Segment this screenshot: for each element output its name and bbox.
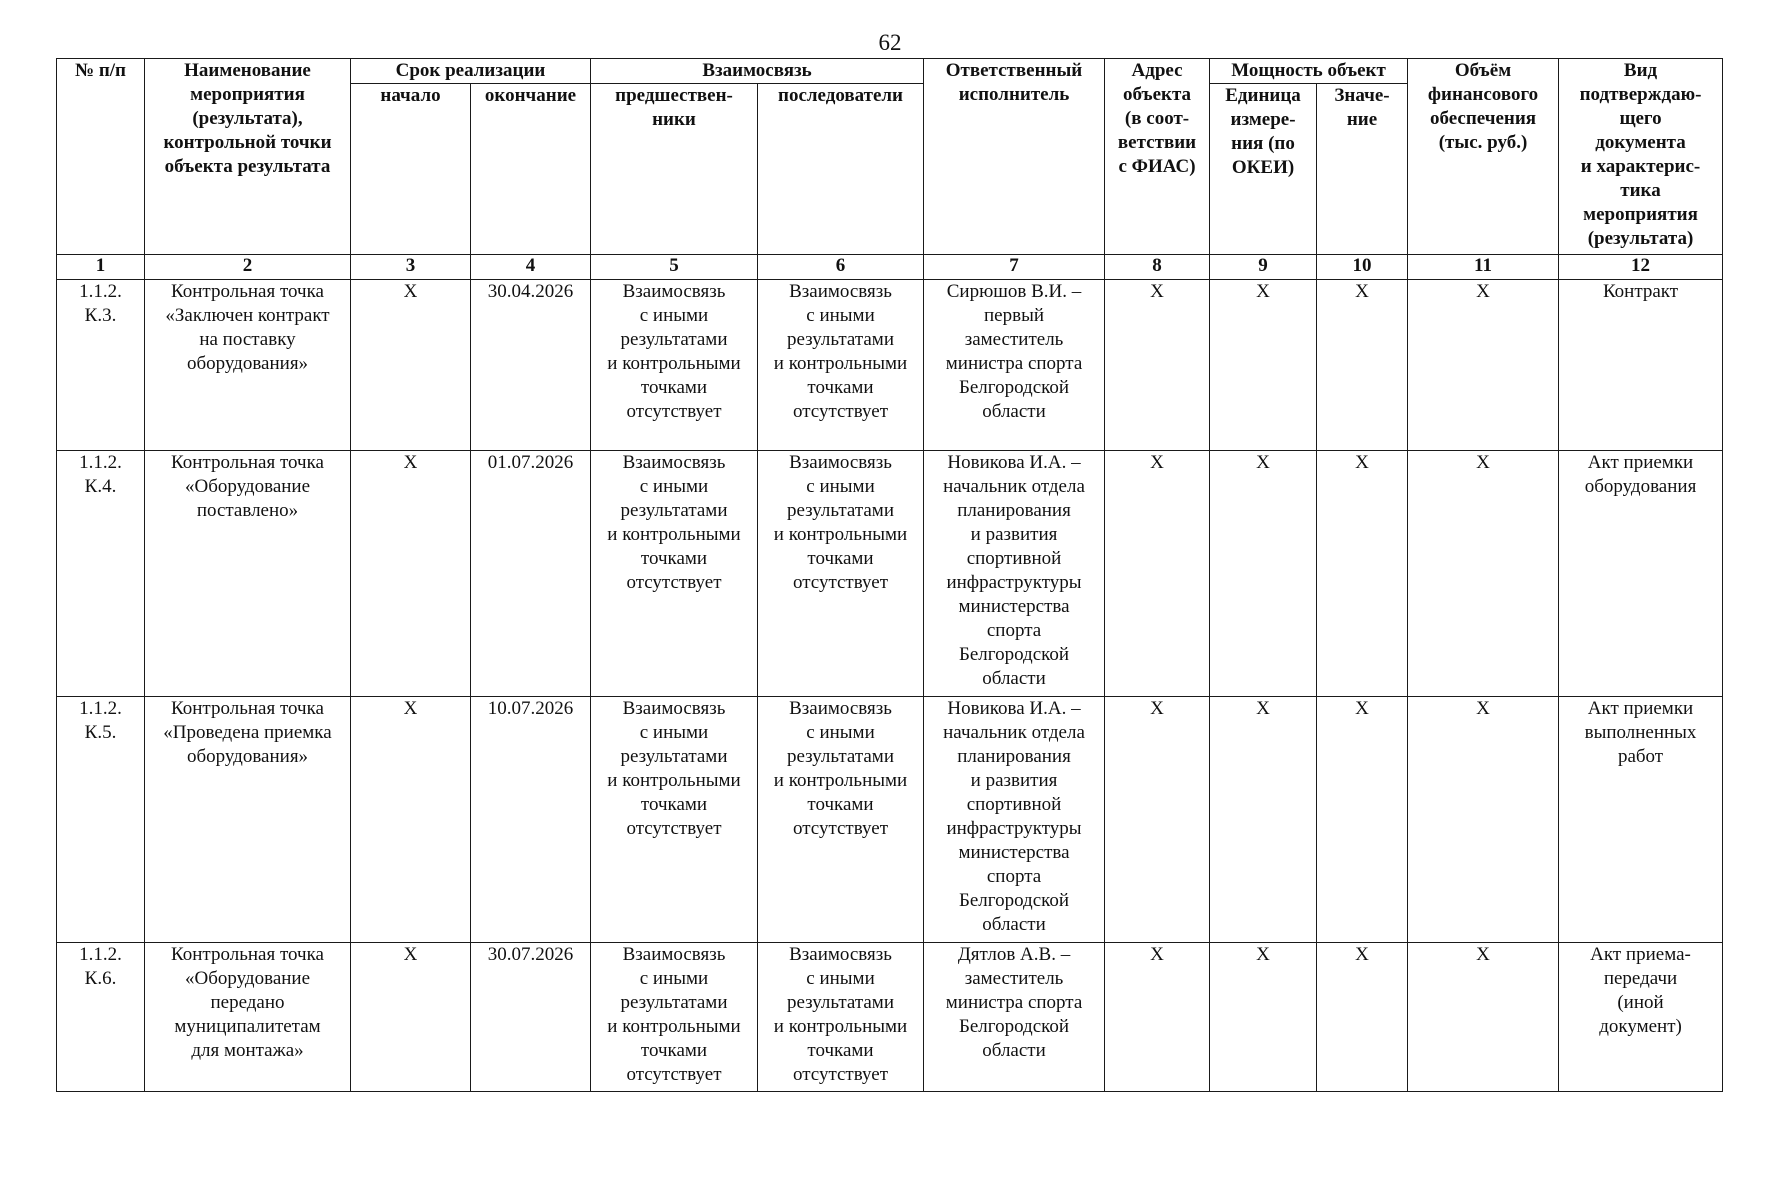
header-finance: Объём финансового обеспечения (тыс. руб.) bbox=[1408, 59, 1559, 255]
row-address: Х bbox=[1105, 280, 1210, 451]
row-predecessors: Взаимосвязь с иными результатами и контрольными точками отсутствует bbox=[591, 280, 758, 451]
header-row-top bbox=[57, 59, 1723, 84]
table-row bbox=[57, 697, 1723, 943]
row-num: 1.1.2. К.3. bbox=[57, 280, 145, 451]
row-end: 01.07.2026 bbox=[471, 451, 591, 697]
row-address: Х bbox=[1105, 943, 1210, 1092]
header-period-end: окончание bbox=[471, 84, 591, 255]
header-capacity: Мощность объект bbox=[1210, 59, 1408, 84]
column-number: 2 bbox=[145, 255, 351, 280]
row-address: Х bbox=[1105, 451, 1210, 697]
row-name: Контрольная точка «Заключен контракт на поставку оборудования» bbox=[145, 280, 351, 451]
header-name: Наименование мероприятия (результата), контрольной точки объекта результата bbox=[145, 59, 351, 255]
row-start: Х bbox=[351, 943, 471, 1092]
row-end: 30.07.2026 bbox=[471, 943, 591, 1092]
row-start: Х bbox=[351, 451, 471, 697]
row-document: Акт приемки выполненных работ bbox=[1559, 697, 1723, 943]
column-number-row bbox=[57, 255, 1723, 280]
table-row bbox=[57, 451, 1723, 697]
header-predecessors: предшествен- ники bbox=[591, 84, 758, 255]
header-address: Адрес объекта (в соот- ветствии с ФИАС) bbox=[1105, 59, 1210, 255]
row-predecessors: Взаимосвязь с иными результатами и контрольными точками отсутствует bbox=[591, 697, 758, 943]
column-number: 11 bbox=[1408, 255, 1559, 280]
header-unit: Единица измере- ния (по ОКЕИ) bbox=[1210, 84, 1317, 255]
row-name: Контрольная точка «Проведена приемка оборудования» bbox=[145, 697, 351, 943]
row-successors: Взаимосвязь с иными результатами и контрольными точками отсутствует bbox=[758, 451, 924, 697]
column-number: 3 bbox=[351, 255, 471, 280]
row-document: Акт приема- передачи (иной документ) bbox=[1559, 943, 1723, 1092]
header-period-start: начало bbox=[351, 84, 471, 255]
header-successors: последователи bbox=[758, 84, 924, 255]
row-name: Контрольная точка «Оборудование поставлено» bbox=[145, 451, 351, 697]
column-number: 1 bbox=[57, 255, 145, 280]
column-number: 5 bbox=[591, 255, 758, 280]
row-finance: Х bbox=[1408, 451, 1559, 697]
row-successors: Взаимосвязь с иными результатами и контрольными точками отсутствует bbox=[758, 697, 924, 943]
header-document: Вид подтверждаю- щего документа и характерис- тика мероприятия (результата) bbox=[1559, 59, 1723, 255]
row-document: Контракт bbox=[1559, 280, 1723, 451]
row-unit: Х bbox=[1210, 451, 1317, 697]
table-row bbox=[57, 280, 1723, 451]
row-document: Акт приемки оборудования bbox=[1559, 451, 1723, 697]
row-address: Х bbox=[1105, 697, 1210, 943]
row-successors: Взаимосвязь с иными результатами и контрольными точками отсутствует bbox=[758, 943, 924, 1092]
row-finance: Х bbox=[1408, 280, 1559, 451]
table-row bbox=[57, 943, 1723, 1092]
row-end: 10.07.2026 bbox=[471, 697, 591, 943]
column-number: 6 bbox=[758, 255, 924, 280]
column-number: 7 bbox=[924, 255, 1105, 280]
row-responsible: Новикова И.А. – начальник отдела планирования и развития спортивной инфраструктуры министерства спорта Белгородской области bbox=[924, 451, 1105, 697]
page-number: 62 bbox=[878, 30, 902, 55]
row-num: 1.1.2. К.6. bbox=[57, 943, 145, 1092]
row-unit: Х bbox=[1210, 697, 1317, 943]
row-name: Контрольная точка «Оборудование передано муниципалитетам для монтажа» bbox=[145, 943, 351, 1092]
column-number: 9 bbox=[1210, 255, 1317, 280]
row-end: 30.04.2026 bbox=[471, 280, 591, 451]
row-predecessors: Взаимосвязь с иными результатами и контрольными точками отсутствует bbox=[591, 943, 758, 1092]
row-value: Х bbox=[1317, 280, 1408, 451]
header-period: Срок реализации bbox=[351, 59, 591, 84]
column-number: 8 bbox=[1105, 255, 1210, 280]
column-number: 4 bbox=[471, 255, 591, 280]
row-value: Х bbox=[1317, 697, 1408, 943]
row-value: Х bbox=[1317, 451, 1408, 697]
row-unit: Х bbox=[1210, 943, 1317, 1092]
row-responsible: Дятлов А.В. – заместитель министра спорта Белгородской области bbox=[924, 943, 1105, 1092]
row-start: Х bbox=[351, 697, 471, 943]
row-unit: Х bbox=[1210, 280, 1317, 451]
header-num: № п/п bbox=[57, 59, 145, 255]
row-responsible: Новикова И.А. – начальник отдела планирования и развития спортивной инфраструктуры министерства спорта Белгородской области bbox=[924, 697, 1105, 943]
row-predecessors: Взаимосвязь с иными результатами и контрольными точками отсутствует bbox=[591, 451, 758, 697]
row-num: 1.1.2. К.5. bbox=[57, 697, 145, 943]
row-finance: Х bbox=[1408, 943, 1559, 1092]
row-responsible: Сирюшов В.И. – первый заместитель министра спорта Белгородской области bbox=[924, 280, 1105, 451]
row-value: Х bbox=[1317, 943, 1408, 1092]
row-start: Х bbox=[351, 280, 471, 451]
column-number: 10 bbox=[1317, 255, 1408, 280]
column-number: 12 bbox=[1559, 255, 1723, 280]
row-finance: Х bbox=[1408, 697, 1559, 943]
header-relation: Взаимосвязь bbox=[591, 59, 924, 84]
row-successors: Взаимосвязь с иными результатами и контрольными точками отсутствует bbox=[758, 280, 924, 451]
header-value: Значе- ние bbox=[1317, 84, 1408, 255]
header-responsible: Ответственный исполнитель bbox=[924, 59, 1105, 255]
plan-table bbox=[56, 58, 1723, 1092]
row-num: 1.1.2. К.4. bbox=[57, 451, 145, 697]
